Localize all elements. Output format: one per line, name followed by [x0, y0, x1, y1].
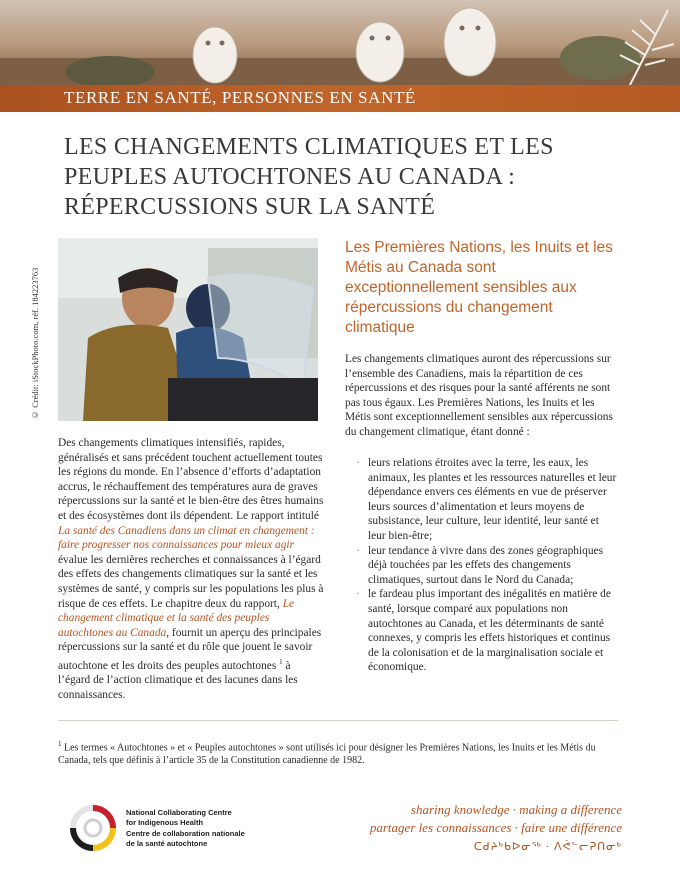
list-item: · le fardeau plus important des inégalités en matière de santé, lorsque comparé aux populations non autochtones au Canada, et les déterminants de santé connexes, y compris les effets historiques et continus de la colonisation et de la marginalisation sociale et économique.	[356, 587, 618, 675]
chapter-title-link[interactable]: Le changement climatique et la santé des peuples autochtones au Canada	[58, 597, 295, 639]
photo-credit: © Crédit: iStockPhoto.com, réf. 184223763	[30, 267, 40, 420]
intro-paragraph	[58, 436, 324, 702]
org-name-fr-1: Centre de collaboration nationale	[126, 829, 245, 838]
org-name-en-2: for Indigenous Health	[126, 817, 204, 827]
organization-name	[126, 808, 245, 848]
report-title-link[interactable]: La santé des Canadiens dans un climat en changement : faire progresser nos connaissances pour mieux agir	[58, 524, 315, 552]
section-heading: Les Premières Nations, les Inuits et les Métis au Canada sont exceptionnellement sensibles aux répercussions du changement climatique	[345, 239, 613, 336]
footnote	[58, 738, 623, 767]
section-intro: Les changements climatiques auront des répercussions sur l’ensemble des Canadiens, mais la répartition de ces répercussions et des risques pour la santé afférents ne sont pas tous égaux. Les Premières Nations, les Inuits et les Métis sont exceptionnellement sensibles aux répercussions du changement climatique, étant donné :	[345, 353, 613, 438]
header-banner	[0, 0, 680, 112]
page-title	[64, 132, 624, 222]
vulnerability-list	[356, 456, 618, 675]
footnote-divider	[58, 720, 618, 721]
tagline-inuktitut: ᑕᑯᔨᒃᑲᐅᓂᖅ · ᐱᕚᓪᓕᕈᑎᓂᒃ	[473, 841, 622, 853]
footnote-marker: 1	[279, 657, 283, 666]
intro-text-1: Des changements climatiques intensifiés, rapides, généralisés et sans précédent touchent actuellement toutes les régions du monde. En l’absence d’efforts d’adaptation accrus, le réchauffement des températures aura de graves répercussions sur la santé et le bien-être des êtres humains et des écosystèmes dont ils dépendent. Le rapport intitulé	[58, 437, 324, 522]
intro-text-4: à l’égard de l’action climatique et des lacunes dans les connaissances.	[58, 659, 298, 701]
father-child-snowmobile-photo	[58, 238, 318, 421]
title-line: LES CHANGEMENTS CLIMATIQUES ET LES	[64, 134, 554, 160]
snowy-owls-banner-image	[0, 0, 680, 85]
org-name-fr-2: de la santé autochtone	[126, 838, 208, 848]
tagline-fr: partager les connaissances · faire une différence	[369, 820, 622, 835]
org-name-en-1: National Collaborating Centre	[126, 808, 232, 817]
list-item: · leur tendance à vivre dans des zones géographiques déjà touchées par les effets des changements climatiques, surtout dans le Nord du Canada;	[356, 544, 618, 588]
title-line: RÉPERCUSSIONS SUR LA SANTÉ	[64, 194, 436, 220]
intro-text-3: , fournit un aperçu des principales répercussions sur la santé et du rôle que jouent le savoir autochtone et les droits des peuples autochtones	[58, 626, 322, 672]
intro-text-2: évalue les dernières recherches et connaissances à l’égard des effets des changements climatiques sur la santé et les systèmes de santé, y compris sur les populations les plus à risque de ces effets. Le chapitre deux du rapport,	[58, 553, 324, 610]
footnote-text: Les termes « Autochtones » et « Peuples autochtones » sont utilisés ici pour désigner les Premières Nations, les Inuits et les Métis du Canada, tels que définis à l’article 35 de la Constitution canadienne de 1982.	[58, 742, 596, 767]
footnote-number: 1	[58, 740, 62, 748]
band-title: TERRE EN SANTÉ, PERSONNES EN SANTÉ	[64, 88, 416, 107]
tagline-en: sharing knowledge · making a difference	[410, 802, 622, 817]
list-item: · leurs relations étroites avec la terre, les eaux, les animaux, les plantes et les ressources naturelles et leur dépendance envers ces éléments en vue de préserver leurs sources d’alimentation et leurs moyens de subsistance, leur culture, leur identité, leur santé et leur bien-être;	[356, 456, 618, 544]
nccih-logo-icon	[68, 803, 118, 853]
title-line: PEUPLES AUTOCHTONES AU CANADA :	[64, 164, 516, 190]
